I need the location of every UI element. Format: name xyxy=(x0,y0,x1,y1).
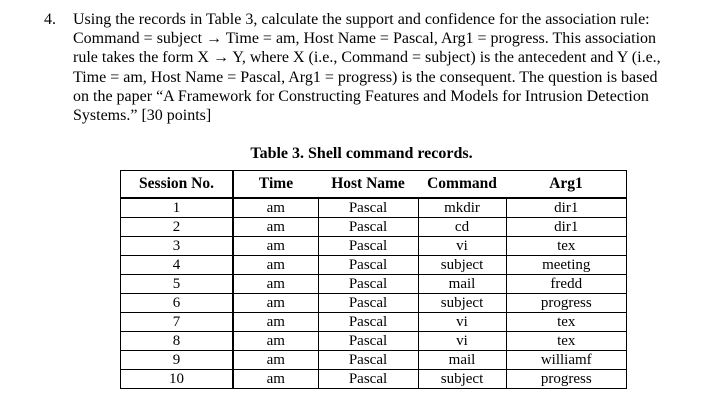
question-line xyxy=(73,48,684,67)
cell-arg1: tex xyxy=(506,332,627,351)
cell-host-name: Pascal xyxy=(318,256,418,275)
cell-time: am xyxy=(233,198,318,218)
cell-time: am xyxy=(233,275,318,294)
cell-host-name: Pascal xyxy=(318,198,418,218)
cell-arg1: progress xyxy=(506,294,627,313)
cell-session-no: 8 xyxy=(121,332,234,351)
cell-command: cd xyxy=(418,218,506,237)
table-row xyxy=(121,332,627,351)
cell-command: mail xyxy=(418,275,506,294)
cell-session-no: 2 xyxy=(121,218,234,237)
question-line-6: Systems.” [30 points] xyxy=(73,107,212,125)
cell-time: am xyxy=(233,370,318,389)
question-line-1: Using the records in Table 3, calculate the support and confidence for the association rule: xyxy=(73,11,650,28)
cell-host-name: Pascal xyxy=(318,351,418,370)
table-row xyxy=(121,294,627,313)
cell-session-no: 5 xyxy=(121,275,234,294)
cell-host-name: Pascal xyxy=(318,218,418,237)
question-number: 4. xyxy=(44,11,56,28)
cell-session-no: 6 xyxy=(121,294,234,313)
cell-arg1: meeting xyxy=(506,256,627,275)
table-row xyxy=(121,275,627,294)
cell-command: vi xyxy=(418,313,506,332)
cell-command: vi xyxy=(418,237,506,256)
cell-time: am xyxy=(233,218,318,237)
cell-session-no: 3 xyxy=(121,237,234,256)
cell-command: subject xyxy=(418,294,506,313)
question-line-2: Command = subject → Time = am, Host Name = Pascal, Arg1 = progress. This association xyxy=(73,30,657,48)
header-session-no: Session No. xyxy=(121,171,234,199)
cell-command: mail xyxy=(418,351,506,370)
cell-session-no: 7 xyxy=(121,313,234,332)
table-caption: Table 3. Shell command records. xyxy=(250,145,473,162)
header-host-name: Host Name xyxy=(318,171,418,199)
question-block xyxy=(44,10,684,125)
cell-time: am xyxy=(233,332,318,351)
question-text xyxy=(73,10,684,125)
cell-command: subject xyxy=(418,370,506,389)
question-line-4: Time = am, Host Name = Pascal, Arg1 = progress) is the consequent. The question is based xyxy=(73,68,658,86)
cell-host-name: Pascal xyxy=(318,237,418,256)
cell-time: am xyxy=(233,237,318,256)
cell-arg1: dir1 xyxy=(506,198,627,218)
table-row xyxy=(121,237,627,256)
question-line-3: rule takes the form X → Y, where X (i.e., Command = subject) is the antecedent and Y (i.e., xyxy=(73,49,661,67)
cell-time: am xyxy=(233,313,318,332)
table-header-row xyxy=(121,171,627,199)
cell-host-name: Pascal xyxy=(318,313,418,332)
table-row xyxy=(121,198,627,218)
question-line xyxy=(73,29,684,48)
question-line xyxy=(73,87,684,106)
cell-arg1: tex xyxy=(506,237,627,256)
cell-host-name: Pascal xyxy=(318,370,418,389)
cell-host-name: Pascal xyxy=(318,332,418,351)
cell-command: subject xyxy=(418,256,506,275)
question-line xyxy=(73,68,684,87)
cell-arg1: williamf xyxy=(506,351,627,370)
cell-session-no: 9 xyxy=(121,351,234,370)
table-row xyxy=(121,370,627,389)
header-command: Command xyxy=(418,171,506,199)
cell-time: am xyxy=(233,351,318,370)
table-row xyxy=(121,218,627,237)
cell-arg1: dir1 xyxy=(506,218,627,237)
table-body xyxy=(121,198,627,389)
cell-session-no: 10 xyxy=(121,370,234,389)
cell-time: am xyxy=(233,294,318,313)
cell-arg1: progress xyxy=(506,370,627,389)
cell-time: am xyxy=(233,256,318,275)
cell-command: vi xyxy=(418,332,506,351)
header-arg1: Arg1 xyxy=(506,171,627,199)
cell-arg1: tex xyxy=(506,313,627,332)
table-row xyxy=(121,313,627,332)
table-row xyxy=(121,256,627,275)
cell-session-no: 4 xyxy=(121,256,234,275)
cell-host-name: Pascal xyxy=(318,275,418,294)
cell-command: mkdir xyxy=(418,198,506,218)
question-line-5: on the paper “A Framework for Constructing Features and Models for Intrusion Detection xyxy=(73,87,649,105)
cell-arg1: fredd xyxy=(506,275,627,294)
cell-session-no: 1 xyxy=(121,198,234,218)
question-line xyxy=(73,10,684,29)
header-time: Time xyxy=(233,171,318,199)
shell-command-table xyxy=(120,170,627,389)
question-line xyxy=(73,106,684,125)
table-row xyxy=(121,351,627,370)
cell-host-name: Pascal xyxy=(318,294,418,313)
